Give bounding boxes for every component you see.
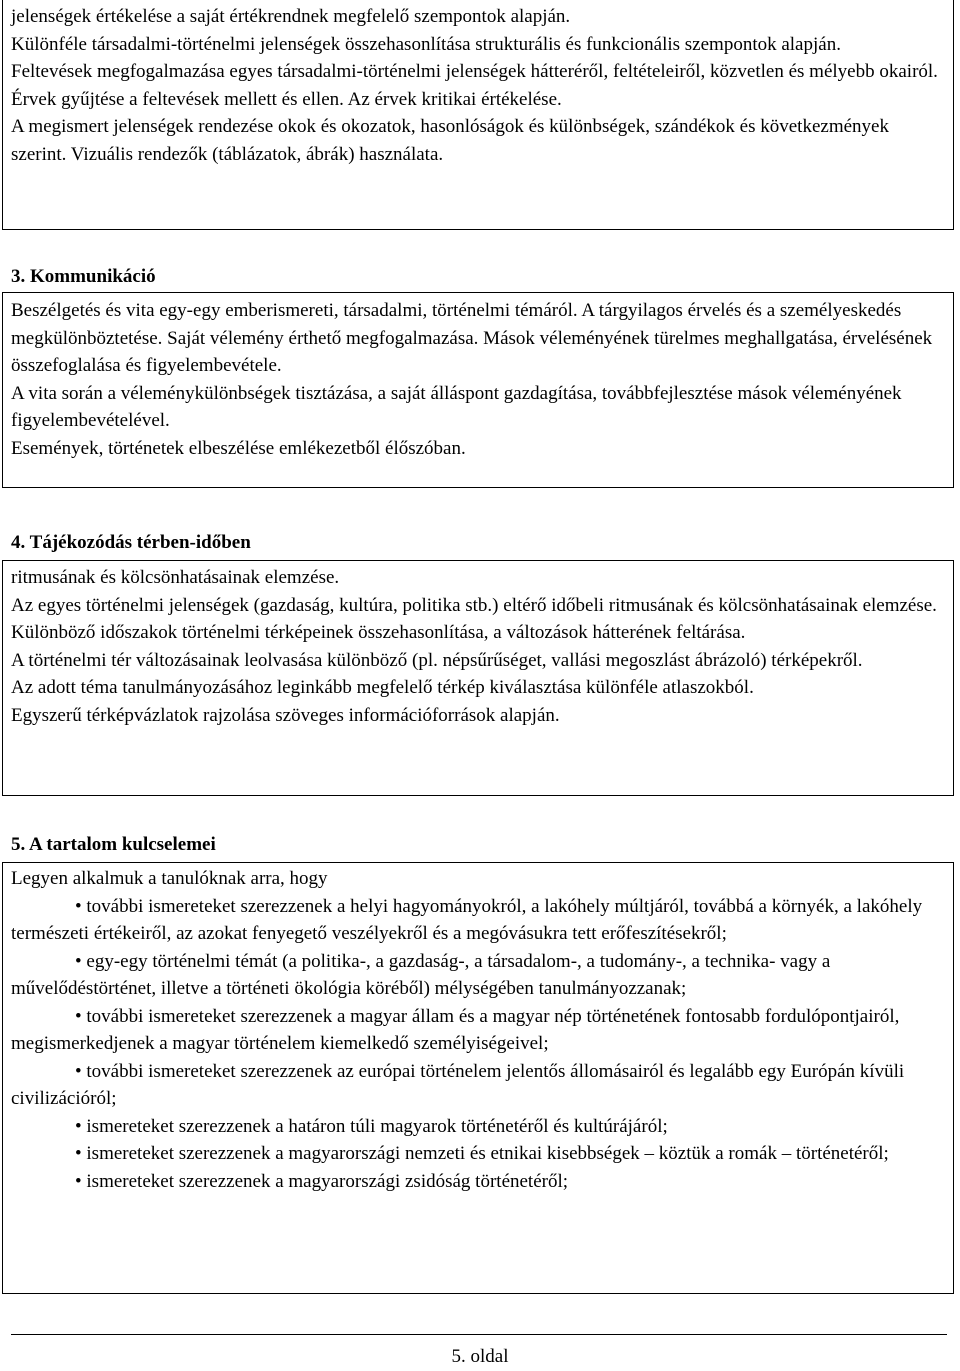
section-4-line-5: Az adott téma tanulmányozásához leginkább megfelelő térkép kiválasztása különféle atlaszokból. bbox=[11, 677, 754, 698]
section-5-bullet-1: • további ismereteket szerezzenek a helyi hagyományokról, a lakóhely múltjáról, továbbá a környék, a lakóhely természeti értékeiről, az azokat fenyegető veszélyekről és a megóvásukra tett erőfeszítésekről; bbox=[11, 895, 923, 944]
section-3-line-3: Események, történetek elbeszélése emlékezetből élőszóban. bbox=[11, 437, 466, 459]
section-4-line-2: Az egyes történelmi jelenségek (gazdaság, kultúra, politika stb.) eltérő időbeli ritmusának és kölcsönhatásainak elemzése. bbox=[11, 594, 937, 616]
section-4-heading: 4. Tájékozódás térben-időben bbox=[11, 532, 251, 553]
footer-divider bbox=[11, 1334, 947, 1335]
page-number: 5. oldal bbox=[451, 1346, 509, 1367]
section-4-line-3: Különböző időszakok történelmi térképeinek összehasonlítása, a változások hátterének feltárása. bbox=[11, 622, 746, 643]
section-5-bullet-5: • ismereteket szerezzenek a határon túli magyarok történetéről és kultúrájáról; bbox=[75, 1115, 668, 1137]
section-4-box bbox=[2, 560, 954, 796]
section-3-line-2: A vita során a véleménykülönbségek tisztázása, a saját álláspont gazdagítása, továbbfejlesztése mások véleményének figyelembevételével. bbox=[11, 382, 902, 431]
section-2-line-1: jelenségek értékelése a saját értékrendnek megfelelő szempontok alapján. bbox=[11, 6, 571, 27]
section-5-bullet-4: • további ismereteket szerezzenek az európai történelem jelentős állomásairól és legalább egy Európán kívüli civilizációról; bbox=[11, 1060, 905, 1109]
section-5-bullet-7: • ismereteket szerezzenek a magyarországi zsidóság történetéről; bbox=[75, 1170, 569, 1192]
section-5-bullet-3: • további ismereteket szerezzenek a magyar állam és a magyar nép történetének fontosabb fordulópontjairól, megismerkedjenek a magyar történelem kiemelkedő személyiségeivel; bbox=[11, 1005, 900, 1054]
section-5-bullet-2: • egy-egy történelmi témát (a politika-, a gazdaság-, a társadalom-, a tudomány-, a technika- vagy a művelődéstörténet, illetve a történeti ökológia köréből) mélységében tanulmányozzanak; bbox=[11, 950, 831, 999]
section-5-bullet-6: • ismereteket szerezzenek a magyarországi nemzeti és etnikai kisebbségek – köztük a romák – történetéről; bbox=[75, 1143, 889, 1164]
section-4-line-6: Egyszerű térképvázlatok rajzolása szöveges információforrások alapján. bbox=[11, 704, 560, 726]
section-3-line-1: Beszélgetés és vita egy-egy emberismereti, társadalmi, történelmi témáról. A tárgyilagos érvelés és a személyeskedés megkülönböztetése. Saját vélemény érthető megfogalmazása. Mások véleményének türelmes meghallgatása, érvelésének összefoglalása és figyelembevétele. bbox=[11, 300, 933, 376]
section-4-line-4: A történelmi tér változásainak leolvasása különböző (pl. népsűrűséget, vallási megoszlást ábrázoló) térképekről. bbox=[11, 649, 863, 671]
section-5-intro: Legyen alkalmuk a tanulóknak arra, hogy bbox=[11, 868, 328, 889]
section-4-line-1: ritmusának és kölcsönhatásainak elemzése. bbox=[11, 567, 340, 588]
section-3-heading: 3. Kommunikáció bbox=[11, 266, 156, 287]
section-2-line-3: Feltevések megfogalmazása egyes társadalmi-történelmi jelenségek hátteréről, feltételeiről, közvetlen és mélyebb okairól. Érvek gyűjtése a feltevések mellett és ellen. Az érvek kritikai értékelése. bbox=[11, 61, 938, 110]
section-2-box bbox=[2, 0, 954, 230]
section-5-box bbox=[2, 862, 954, 1294]
section-2-line-4: A megismert jelenségek rendezése okok és okozatok, hasonlóságok és különbségek, szándékok és következmények szerint. Vizuális rendezők (táblázatok, ábrák) használata. bbox=[11, 116, 889, 165]
section-5-heading: 5. A tartalom kulcselemei bbox=[11, 834, 216, 855]
section-2-line-2: Különféle társadalmi-történelmi jelenségek összehasonlítása strukturális és funkcionális szempontok alapján. bbox=[11, 33, 841, 55]
section-3-box bbox=[2, 292, 954, 488]
